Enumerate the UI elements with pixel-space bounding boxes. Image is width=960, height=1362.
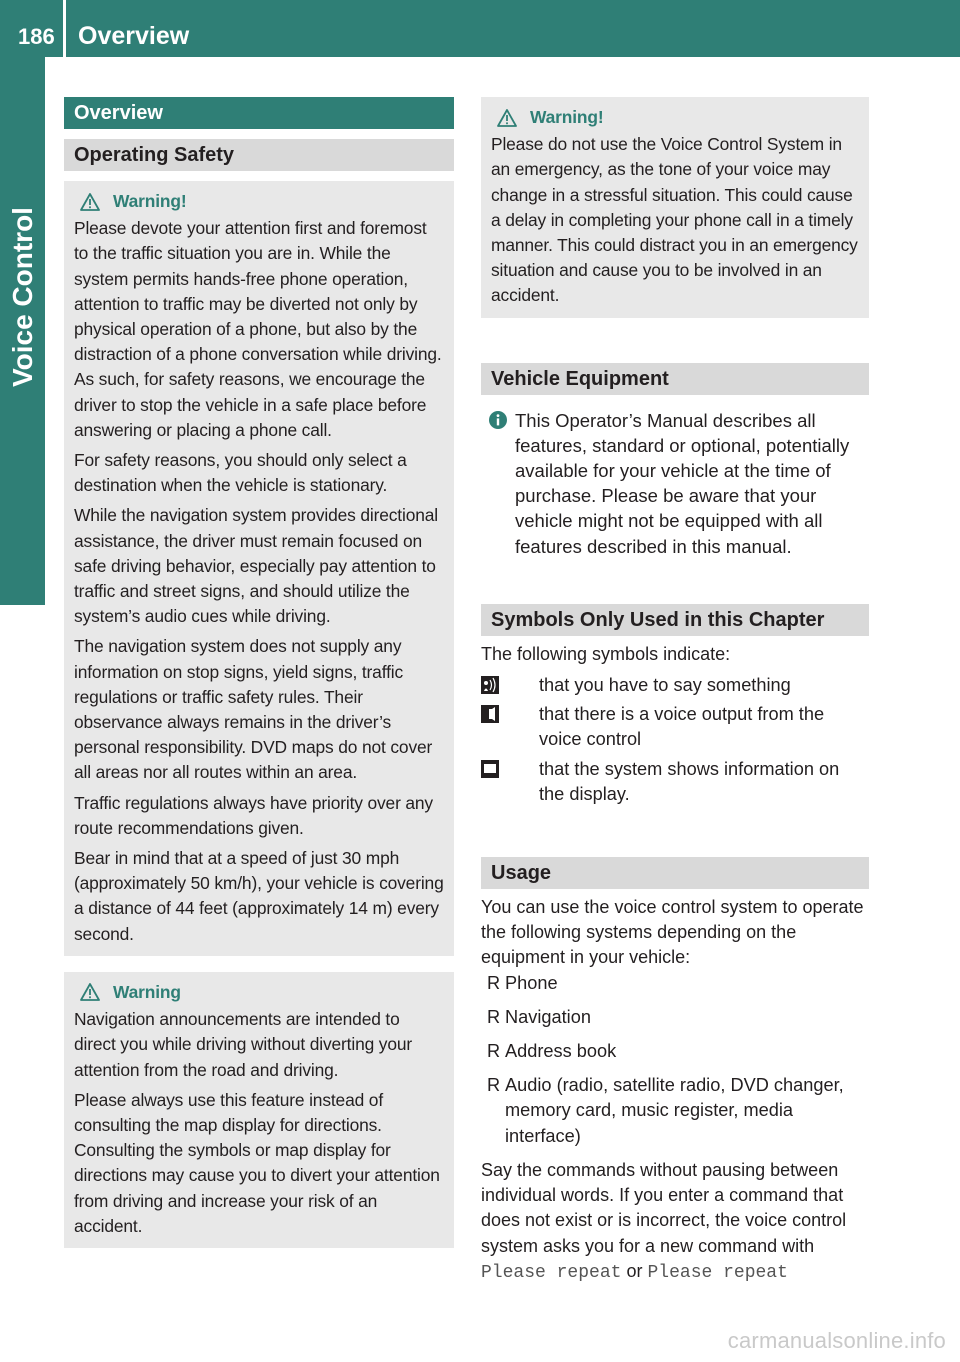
warning-paragraph: Please always use this feature instead of consulting the map display for directions. Consulting the symbols or map display for directions may cause you to divert your attention from driving and increase your risk of an accident. [74,1089,440,1236]
info-note [481,408,869,559]
warning-paragraph: Please do not use the Voice Control System in an emergency, as the tone of your voice may change in a stressful situation. This could cause a delay in completing your phone call in a timely manner. This could distract you in an emergency situation and cause you to be involved in an accident. [491,134,858,306]
symbols-intro: The following symbols indicate: [481,643,731,664]
speak-icon [481,676,499,694]
section-title: Overview [64,97,454,129]
subsection-title-usage: Usage [481,857,869,889]
bullet-marker: R [487,1041,501,1062]
warning-paragraph: Navigation announcements are intended to direct you while driving without diverting your attention from the road and driving. [74,1009,413,1080]
usage-closing: Say the commands without pausing between individual words. If you enter a command that does not exist or is incorrect, the voice control system asks you for a new command with Please repeat or Please repeat [481,1159,847,1283]
display-icon [481,760,499,778]
page-number: 186 [18,24,55,49]
list-item: R Navigation [481,1005,869,1030]
symbol-row [481,757,869,807]
symbol-row [481,673,869,698]
usage-intro: You can use the voice control system to operate the following systems depending on the equipment in your vehicle: [481,897,864,968]
command-text: Please repeat [647,1262,788,1283]
info-icon [489,411,507,429]
symbol-description: that the system shows information on the display. [539,758,840,804]
warning-heading: Warning! [530,107,604,127]
warning-paragraph: Please devote your attention first and foremost to the traffic situation you are in. While the system permits hands-free phone operation, attention to traffic may be diverted not only by physical operation of a phone, but also by the distraction of a phone conversation while driving. As such, for safety reasons, we encourage the driver to stop the vehicle in a safe place before answering or placing a phone call. [74,218,442,440]
symbol-description: that there is a voice output from the voice control [539,704,825,750]
warning-box-emergency [481,97,869,318]
warning-heading: Warning [113,981,181,1002]
warning-paragraph: The navigation system does not supply any information on stop signs, yield signs, traffic regulations or traffic safety rules. Their observance always remains in the driver’s personal responsibility. DVD maps do not cover all areas nor all routes within an area. [74,636,433,783]
subsection-title-symbols: Symbols Only Used in this Chapter [481,604,869,636]
bullet-marker: R [487,972,501,993]
command-text: Please repeat [481,1262,622,1283]
warning-paragraph: Traffic regulations always have priority over any route recommendations given. [74,792,433,838]
side-tab-label: Voice Control [6,207,38,387]
side-tab [0,57,45,605]
warning-box-navigation [64,972,454,1248]
warning-paragraph: For safety reasons, you should only select a destination when the vehicle is stationary. [74,450,407,496]
left-column [64,97,454,1248]
header-bar [0,0,960,57]
watermark: carmanualsonline.info [727,1328,946,1353]
list-item: R Audio (radio, satellite radio, DVD changer, memory card, music register, media interface) [481,1073,869,1149]
right-column [481,97,869,1286]
voice-output-icon [481,705,499,723]
header-title: Overview [78,22,190,50]
warning-paragraph: Bear in mind that at a speed of just 30 mph (approximately 50 km/h), your vehicle is covering a distance of 44 feet (approximately 14 m) every second. [74,848,444,944]
list-item: R Phone [481,971,869,996]
warning-triangle-icon [80,193,100,211]
bullet-marker: R [487,1075,501,1096]
warning-triangle-icon [497,109,517,127]
symbol-row [481,702,869,752]
info-text: This Operator’s Manual describes all features, standard or optional, potentially available for your vehicle at the time of purchase. Please be aware that your vehicle might not be equipped with all features described in this manual. [515,409,850,557]
warning-triangle-icon [80,983,100,1001]
bullet-marker: R [487,1006,501,1027]
subsection-title-vehicle-equipment: Vehicle Equipment [481,363,869,395]
list-item: R Address book [481,1039,869,1064]
symbol-description: that you have to say something [539,675,791,696]
warning-heading: Warning! [113,191,187,211]
subsection-title-operating-safety: Operating Safety [64,139,454,171]
header-divider [63,0,66,57]
warning-paragraph: While the navigation system provides directional assistance, the driver must remain focused on safe driving behavior, especially pay attention to traffic and street signs, and should utilize the system’s audio cues while driving. [74,505,438,627]
usage-list [481,971,869,1149]
warning-box-operating-safety [64,181,454,956]
